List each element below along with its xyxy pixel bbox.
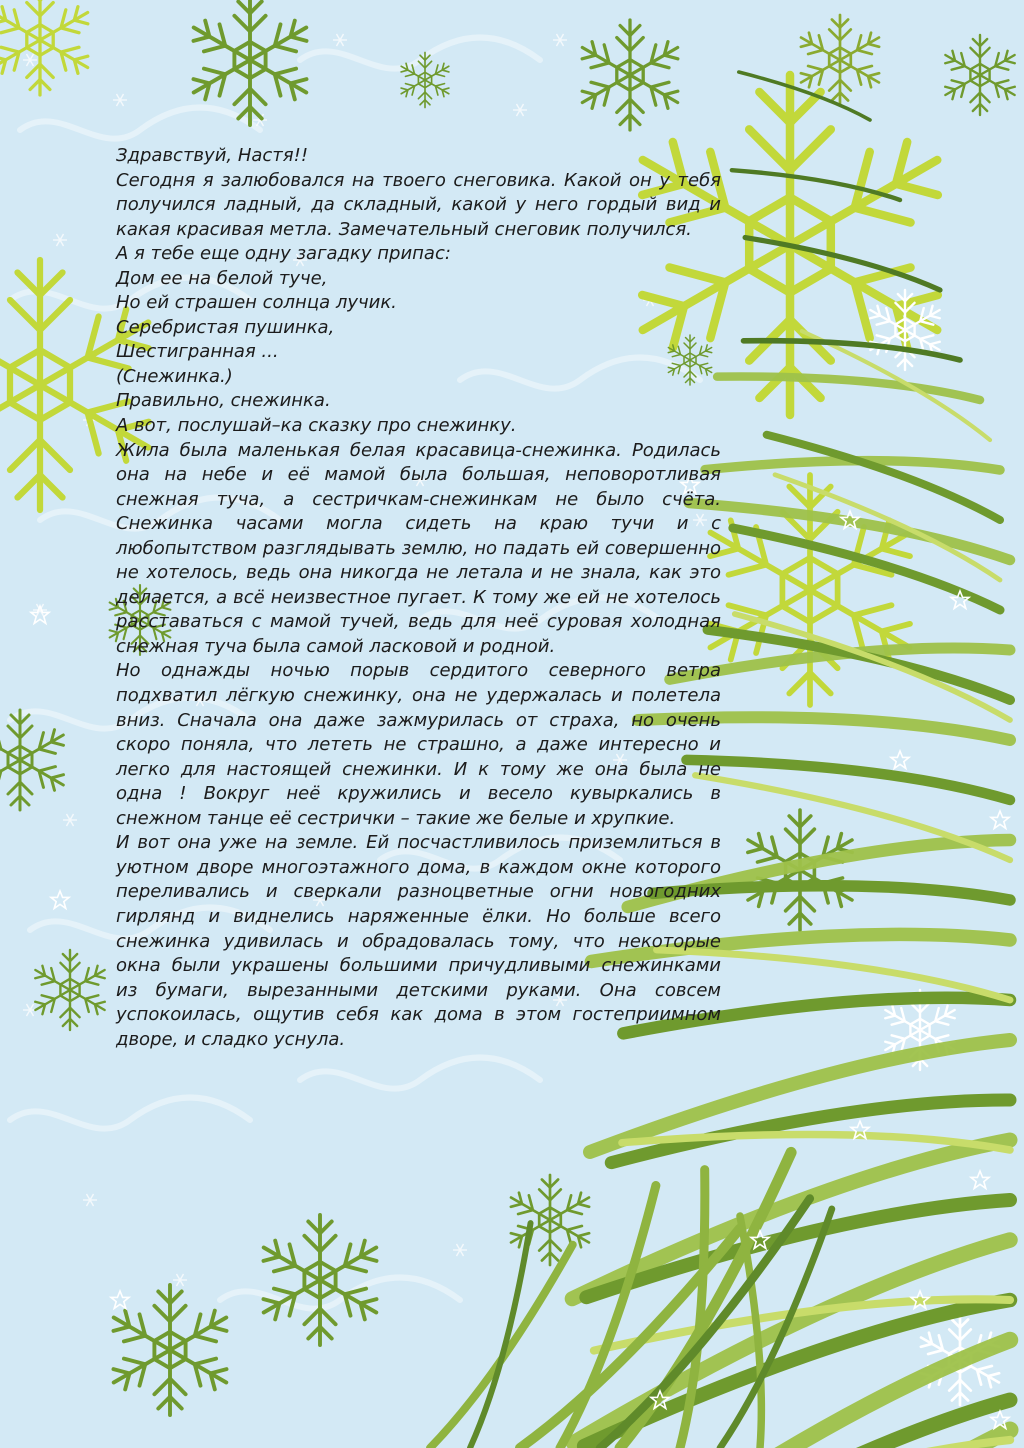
riddle-line: Дом ее на белой туче, xyxy=(116,267,328,289)
story-paragraph: И вот она уже на земле. Ей посчастливилось приземлиться в уютном дворе многоэтажного дома, в каждом окне которого переливались и сверкали разноцветные огни новогодних гирлянд и виднелись наряженные ёлки. Но больше всего снежинка удивилась и обрадовалась тому, что некоторые окна были украшены большими причудливыми снежинками из бумаги, вырезанными детскими руками. Она совсем успокоилась, ощутив себя как дома в этом гостеприимном дворе, и сладко уснула. xyxy=(116,832,721,1050)
riddle-line: Серебристая пушинка, xyxy=(116,316,335,338)
riddle xyxy=(116,267,721,390)
story-paragraph: Но однажды ночью порыв сердитого северного ветра подхватил лёгкую снежинку, она не удержалась и полетела вниз. Сначала она даже зажмурилась от страха, но очень скоро поняла, что лететь не страшно, а даже интересно и легко для настоящей снежинки. И к тому же она была не одна ! Вокруг неё кружились и весело кувыркались в снежном танце её сестрички – такие же белые и хрупкие. xyxy=(116,660,721,829)
riddle-line: Шестигранная ... xyxy=(116,341,279,363)
riddle-line: Но ей страшен солнца лучик. xyxy=(116,292,397,314)
riddle-answer: Правильно, снежинка. xyxy=(116,390,331,412)
letter-text xyxy=(116,144,721,1052)
paragraph: Сегодня я залюбовался на твоего снеговика. Какой он у тебя получился ладный, да складный, какой у него гордый вид и какая красивая метла. Замечательный снеговик получился. xyxy=(116,169,721,240)
greeting xyxy=(116,144,721,169)
paragraph: А я тебе еще одну загадку припас: xyxy=(116,243,451,265)
story-paragraph: Жила была маленькая белая красавица-снежинка. Родилась она на небе и её мамой была большая, неповоротливая снежная туча, а сестричкам-снежинкам не было счёта. Снежинка часами могла сидеть на краю тучи и с любопытством разглядывать землю, но падать ей совершенно не хотелось, ведь она никогда не летала и не знала, как это делается, а всё неизвестное пугает. К тому же ей не хотелось расставаться с мамой тучей, ведь для неё суровая холодная снежная туча была самой ласковой и родной. xyxy=(116,439,721,657)
story-intro: А вот, послушай–ка сказку про снежинку. xyxy=(116,415,517,437)
riddle-line: (Снежинка.) xyxy=(116,365,233,387)
greeting-text: Здравствуй, Настя!! xyxy=(116,145,309,166)
